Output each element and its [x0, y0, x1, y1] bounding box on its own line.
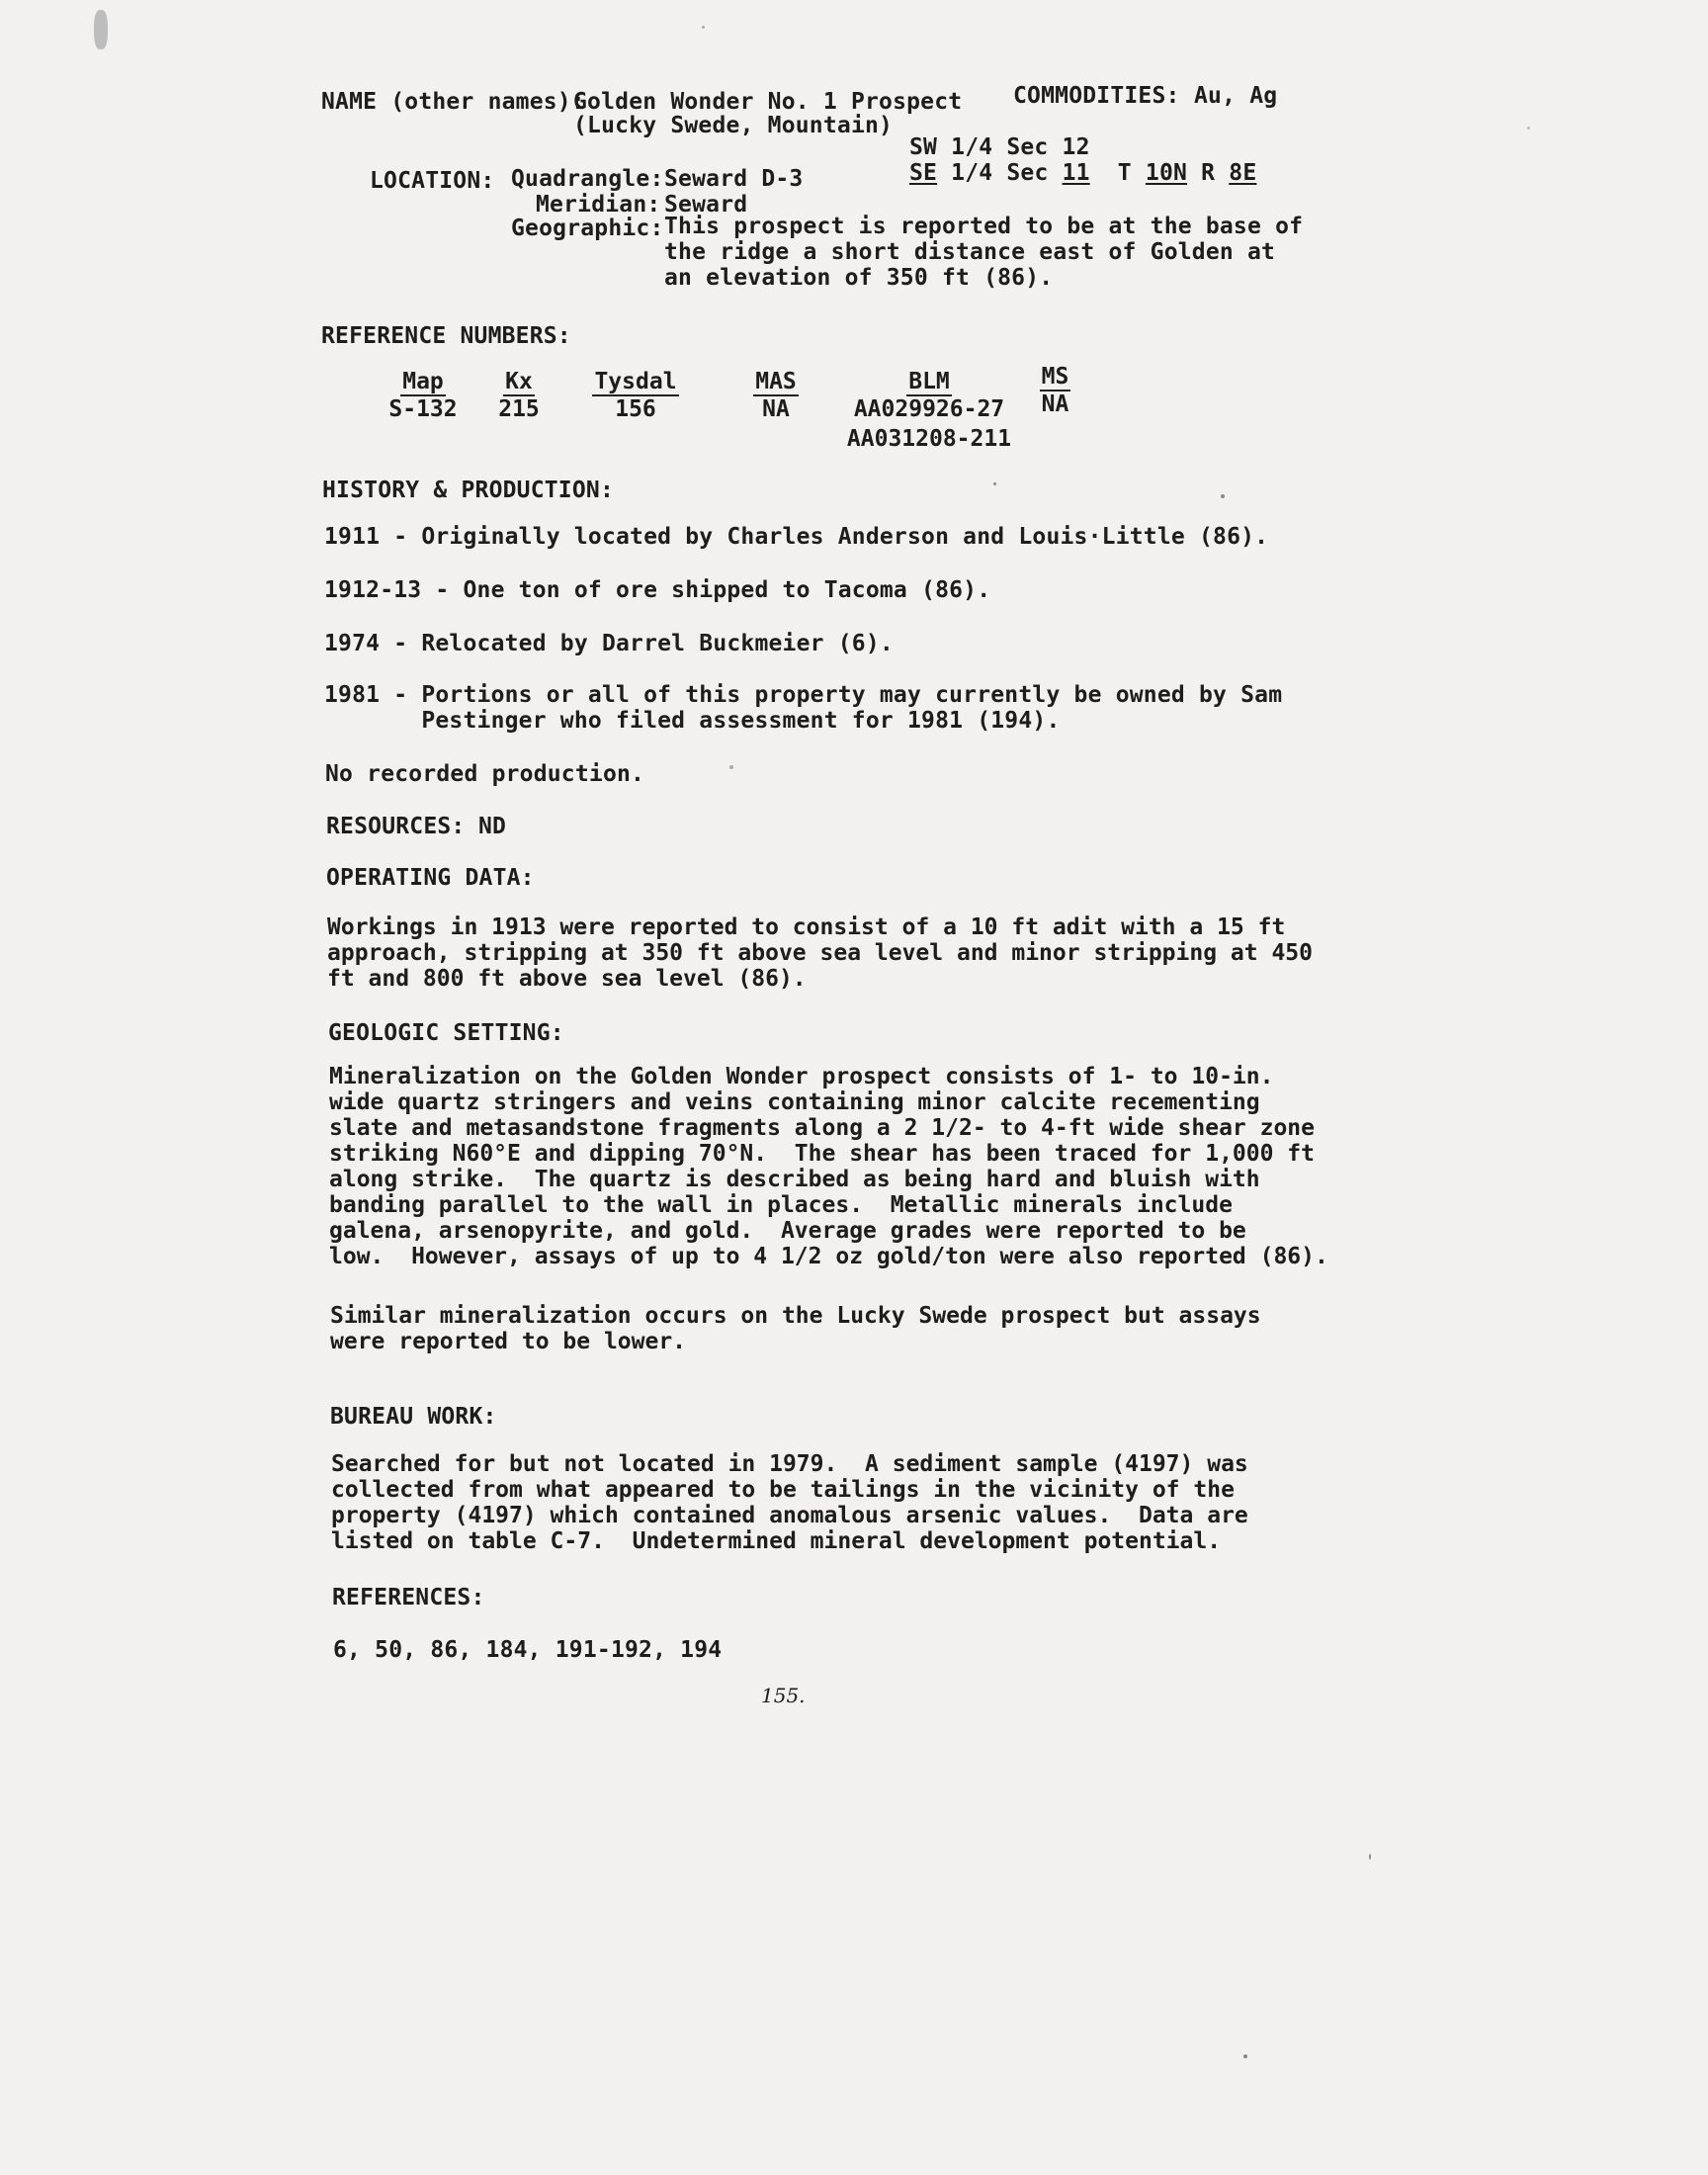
scan-speck [1243, 2054, 1247, 2058]
location-label: LOCATION: [370, 168, 495, 194]
ref-col-value: NA [1041, 392, 1069, 417]
history-heading: HISTORY & PRODUCTION: [322, 478, 614, 503]
commodities-label: COMMODITIES: [1013, 83, 1180, 109]
range-value: 8E [1229, 160, 1257, 186]
ref-col-value: 156 [615, 396, 656, 422]
geographic-line: This prospect is reported to be at the base of [664, 214, 1304, 239]
meridian-value: Seward [664, 192, 748, 218]
page-number: 155. [761, 1684, 806, 1707]
scan-speck [729, 765, 733, 769]
name-label: NAME (other names): [321, 89, 585, 115]
geologic-setting-paragraph: Similar mineralization occurs on the Lucky Swede prospect but assays were reported to be lower. [330, 1303, 1261, 1354]
resources-label: RESOURCES: [326, 814, 466, 839]
ref-col-header: Tysdal [594, 369, 677, 394]
prospect-name: Golden Wonder No. 1 Prospect [573, 89, 963, 115]
ref-col-header: Kx [505, 369, 533, 394]
ref-col-value: 215 [498, 396, 540, 422]
section-line-1: SW 1/4 Sec 12 [909, 134, 1090, 160]
ref-col-blm [845, 369, 1013, 452]
ref-col-map [374, 369, 472, 422]
section-value: 11 [1062, 160, 1090, 186]
section-line-2: SE 1/4 Sec 11 T 10N R 8E [909, 160, 1257, 186]
production-statement: No recorded production. [325, 761, 645, 787]
ref-col-value: NA [762, 396, 790, 422]
quadrangle-value: Seward D-3 [664, 166, 804, 192]
ref-col-mas [736, 369, 815, 422]
commodities-value: Au, Ag [1194, 83, 1278, 109]
bureau-work-text: Searched for but not located in 1979. A sediment sample (4197) was collected from what appeared to be tailings in the vicinity of the property (4197) which contained anomalous arsenic values. Data are listed on table C-7. Undetermined mineral development potential. [331, 1451, 1248, 1554]
ref-col-value: AA029926-27 [853, 396, 1005, 422]
scan-speck [1369, 1854, 1371, 1860]
ref-col-header: MS [1041, 364, 1069, 390]
ref-col-header: BLM [908, 369, 950, 394]
scan-mark [94, 10, 108, 49]
history-entry: 1974 - Relocated by Darrel Buckmeier (6). [324, 631, 894, 656]
geographic-line: an elevation of 350 ft (86). [664, 265, 1054, 291]
ref-col-value: S-132 [388, 396, 458, 422]
ref-col-tysdal [581, 369, 690, 422]
other-names: (Lucky Swede, Mountain) [573, 113, 894, 138]
meridian-label: Meridian: [536, 192, 661, 218]
geologic-setting-paragraph: Mineralization on the Golden Wonder prospect consists of 1- to 10-in. wide quartz stringers and veins containing minor calcite recementing slate and metasandstone fragments along a 2 1/2- to 4-ft wide shear zone striking N60°E and dipping 70°N. The shear has been traced for 1,000 ft along strike. The quartz is described as being hard and bluish with banding parallel to the wall in places. Metallic minerals include galena, arsenopyrite, and gold. Average grades were reported to be low. However, assays of up to 4 1/2 oz gold/ton were also reported (86). [329, 1064, 1328, 1269]
scan-speck [993, 482, 996, 485]
history-entry: 1912-13 - One ton of ore shipped to Tacoma (86). [324, 577, 991, 603]
bureau-work-heading: BUREAU WORK: [330, 1404, 497, 1430]
scan-speck [1221, 494, 1225, 498]
ref-col-header: MAS [755, 369, 797, 394]
quarter-value: SE [909, 160, 938, 186]
geographic-label: Geographic: [511, 216, 664, 241]
operating-data-heading: OPERATING DATA: [326, 865, 535, 891]
township-value: 10N [1145, 160, 1188, 186]
resources-value: ND [478, 814, 507, 839]
history-entry: 1911 - Originally located by Charles Anderson and Louis·Little (86). [324, 524, 1269, 550]
ref-col-kx [489, 369, 549, 422]
history-entry: 1981 - Portions or all of this property may currently be owned by Sam Pestinger who filed assessment for 1981 (194). [324, 682, 1283, 734]
geographic-line: the ridge a short distance east of Golden at [664, 239, 1276, 265]
references-heading: REFERENCES: [332, 1585, 485, 1610]
references-list: 6, 50, 86, 184, 191-192, 194 [333, 1637, 723, 1663]
operating-data-text: Workings in 1913 were reported to consist of a 10 ft adit with a 15 ft approach, stripping at 350 ft above sea level and minor stripping at 450 ft and 800 ft above sea level (86). [327, 914, 1313, 992]
ref-col-value: AA031208-211 [846, 426, 1012, 452]
reference-numbers-heading: REFERENCE NUMBERS: [321, 323, 571, 349]
quadrangle-label: Quadrangle: [511, 166, 664, 192]
ref-col-ms [1028, 364, 1082, 417]
ref-col-header: Map [402, 369, 444, 394]
geologic-setting-heading: GEOLOGIC SETTING: [328, 1020, 564, 1046]
scan-speck [702, 26, 705, 29]
scan-speck [1527, 127, 1530, 130]
